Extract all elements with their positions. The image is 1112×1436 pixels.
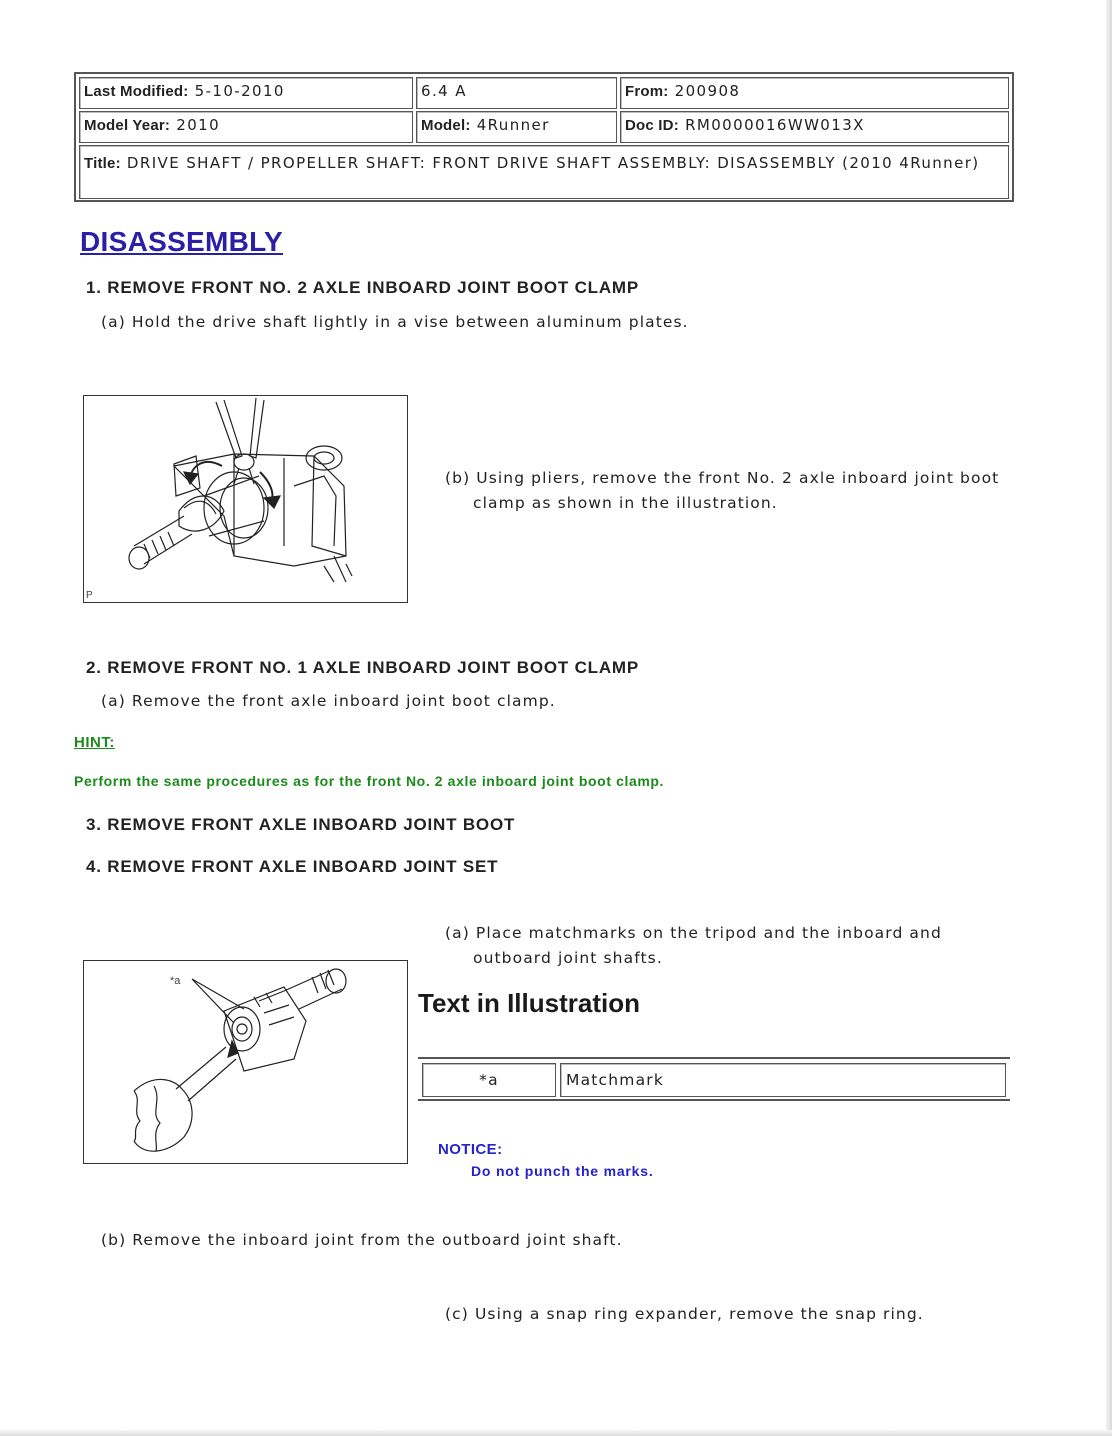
last-modified-cell — [79, 77, 413, 109]
title-cell — [79, 145, 1009, 199]
step-4-substep-b: (b) Remove the inboard joint from the outboard joint shaft. — [101, 1231, 623, 1249]
notice-text: Do not punch the marks. — [471, 1163, 654, 1179]
model-year-cell — [79, 111, 413, 143]
from-value: 200908 — [668, 82, 741, 100]
illustration-key-cell: *a — [422, 1063, 556, 1097]
step-4-substep-a: (a) Place matchmarks on the tripod and the inboard and outboard joint shafts. — [445, 924, 942, 967]
illustration-boot-clamp-pliers — [83, 395, 408, 603]
illustration-matchmarks — [83, 960, 408, 1164]
illustration-value-cell: Matchmark — [560, 1063, 1006, 1097]
model-label: Model: — [421, 117, 471, 134]
model-year-value: 2010 — [170, 116, 221, 134]
last-modified-label: Last Modified: — [84, 83, 189, 100]
title-label: Title: — [84, 155, 121, 172]
step-4-substep-c: (c) Using a snap ring expander, remove the snap ring. — [445, 1305, 924, 1323]
doc-id-cell — [620, 111, 1009, 143]
document-header-table — [74, 72, 1014, 202]
last-modified-value: 5-10-2010 — [188, 82, 285, 100]
hint-label[interactable]: HINT: — [74, 734, 115, 751]
page-edge-shadow-bottom — [0, 1430, 1112, 1436]
illustration-code-label: P — [86, 590, 93, 601]
from-label: From: — [625, 83, 669, 100]
version-value: 6.4 A — [421, 82, 467, 100]
model-year-label: Model Year: — [84, 117, 171, 134]
step-2-title: 2. REMOVE FRONT NO. 1 AXLE INBOARD JOINT BOOT CLAMP — [86, 658, 640, 677]
version-cell — [416, 77, 617, 109]
text-in-illustration-table — [418, 1057, 1010, 1101]
page-edge-shadow-right — [1106, 0, 1112, 1436]
step-2-substep-a: (a) Remove the front axle inboard joint boot clamp. — [101, 692, 556, 710]
step-1-title: 1. REMOVE FRONT NO. 2 AXLE INBOARD JOINT BOOT CLAMP — [86, 278, 640, 297]
step-1-substep-a: (a) Hold the drive shaft lightly in a vise between aluminum plates. — [101, 313, 689, 331]
page-heading[interactable]: DISASSEMBLY — [80, 226, 283, 257]
matchmark-callout-label: *a — [170, 975, 181, 987]
text-in-illustration-heading: Text in Illustration — [418, 988, 640, 1018]
step-3-title: 3. REMOVE FRONT AXLE INBOARD JOINT BOOT — [86, 815, 516, 834]
step-4-title: 4. REMOVE FRONT AXLE INBOARD JOINT SET — [86, 857, 499, 876]
notice-label: NOTICE: — [438, 1141, 503, 1158]
model-value: 4Runner — [470, 116, 550, 134]
from-cell — [620, 77, 1009, 109]
hint-text: Perform the same procedures as for the front No. 2 axle inboard joint boot clamp. — [74, 773, 665, 789]
doc-id-value: RM0000016WW013X — [678, 116, 865, 134]
step-1-substep-b: (b) Using pliers, remove the front No. 2 axle inboard joint boot clamp as shown in the illustration. — [445, 469, 1000, 512]
doc-id-label: Doc ID: — [625, 117, 679, 134]
model-cell — [416, 111, 617, 143]
title-value: DRIVE SHAFT / PROPELLER SHAFT: FRONT DRIVE SHAFT ASSEMBLY: DISASSEMBLY (2010 4Runner) — [120, 154, 980, 172]
pliers-illustration-drawing — [84, 396, 407, 602]
matchmark-illustration-drawing — [84, 961, 407, 1163]
